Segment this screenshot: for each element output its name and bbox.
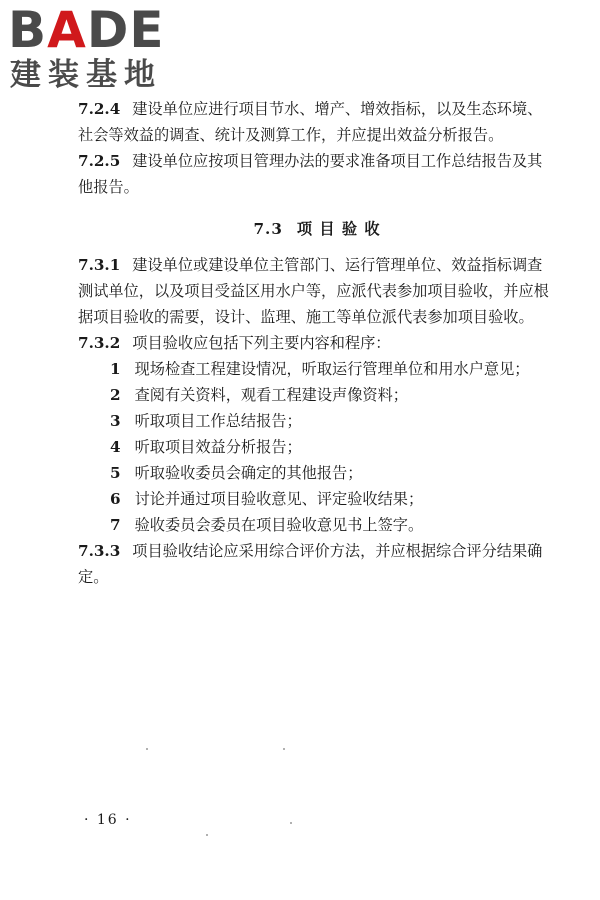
clause-number: 7.3.1 [78, 256, 121, 274]
item-text: 听取项目工作总结报告； [134, 412, 302, 430]
clause-7-2-4 [78, 96, 556, 148]
list-item [110, 512, 556, 538]
clause-number: 7.2.4 [78, 100, 121, 118]
clause-text: 建设单位应进行项目节水、增产、增效指标，以及生态环境、社会等效益的调查、统计及测算工作，并应提出效益分析报告。 [78, 100, 543, 144]
scan-speck [206, 834, 208, 836]
list-item [110, 434, 556, 460]
item-text: 讨论并通过项目验收意见、评定验收结果； [134, 490, 424, 508]
item-number: 4 [110, 438, 121, 456]
clause-text: 项目验收结论应采用综合评价方法，并应根据综合评分结果确定。 [78, 542, 543, 586]
scan-speck [283, 748, 285, 750]
procedure-list [78, 356, 556, 538]
clause-number: 7.3.3 [78, 542, 121, 560]
item-number: 6 [110, 490, 121, 508]
clause-7-3-1 [78, 252, 556, 330]
list-item [110, 382, 556, 408]
list-item [110, 408, 556, 434]
logo-wordmark [8, 1, 165, 59]
clause-text: 项目验收应包括下列主要内容和程序： [132, 334, 391, 352]
logo-letters-de: DE [86, 1, 165, 59]
clause-7-3-2 [78, 330, 556, 356]
clause-7-3-3 [78, 538, 556, 590]
list-item [78, 356, 556, 382]
item-text: 听取项目效益分析报告； [134, 438, 302, 456]
list-item [110, 460, 556, 486]
logo-letter-a: A [47, 1, 87, 59]
clause-text: 建设单位应按项目管理办法的要求准备项目工作总结报告及其他报告。 [78, 152, 543, 196]
item-number: 7 [110, 516, 121, 534]
brand-logo [8, 1, 176, 94]
item-text: 验收委员会委员在项目验收意见书上签字。 [134, 516, 424, 534]
item-text: 现场检查工程建设情况，听取运行管理单位和用水户意见； [134, 360, 530, 378]
section-number: 7.3 [253, 220, 283, 238]
clause-number: 7.2.5 [78, 152, 121, 170]
item-number: 2 [110, 386, 121, 404]
logo-chinese-name: 建装基地 [10, 57, 162, 93]
clause-number: 7.3.2 [78, 334, 121, 352]
clause-text: 建设单位或建设单位主管部门、运行管理单位、效益指标调查测试单位，以及项目受益区用水户等，应派代表参加项目验收，并应根据项目验收的需要，设计、监理、施工等单位派代表参加项目验收。 [78, 256, 549, 326]
item-text: 查阅有关资料，观看工程建设声像资料； [134, 386, 408, 404]
logo-letter-b: B [8, 1, 48, 59]
section-heading [78, 216, 556, 242]
section-title: 项 目 验 收 [296, 220, 381, 238]
item-number: 3 [110, 412, 121, 430]
item-number: 1 [110, 360, 121, 378]
document-body [78, 96, 556, 590]
page-number: · 16 · [84, 812, 132, 828]
scan-speck [146, 748, 148, 750]
scan-speck [290, 822, 292, 824]
clause-7-2-5 [78, 148, 556, 200]
item-number: 5 [110, 464, 121, 482]
list-item [110, 486, 556, 512]
item-text: 听取验收委员会确定的其他报告； [134, 464, 363, 482]
